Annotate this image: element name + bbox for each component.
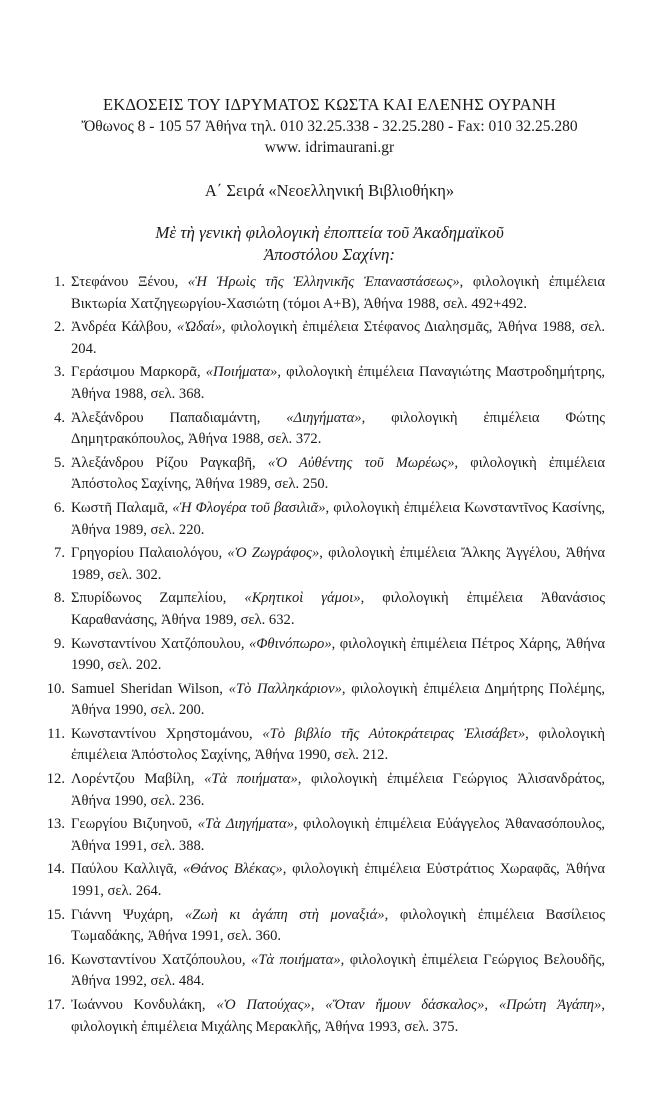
book-text [71, 679, 605, 722]
book-entry [45, 724, 605, 767]
book-title: «Διηγήματα» [286, 409, 362, 426]
catalog-page [0, 94, 659, 1118]
book-entry [45, 814, 605, 857]
book-title: «Τὰ Διηγήματα» [197, 816, 294, 833]
book-title: «Ζωὴ κι ἀγάπη στὴ μοναξιά» [184, 906, 385, 923]
book-details: , φιλολογικὴ ἐπιμέλεια Κωνσταντῖνος Κασίνης, Ἀθήνα 1989, σελ. 220. [71, 499, 605, 538]
supervision-note [0, 222, 659, 266]
book-number: 14. [46, 861, 65, 878]
book-author: Στεφάνου Ξένου, [71, 274, 188, 290]
book-author: Κωνσταντίνου Χατζόπουλου, [71, 951, 252, 968]
book-text [71, 408, 605, 451]
book-entry [45, 905, 605, 948]
book-author: Σπυρίδωνος Ζαμπελίου, [71, 590, 245, 607]
book-text [71, 814, 605, 857]
book-entry [45, 769, 605, 812]
book-entry [45, 588, 605, 631]
publisher-contact: Ὄθωνος 8 - 105 57 Ἀθήνα τηλ. 010 32.25.338 - 32.25.280 - Fax: 010 32.25.280 [81, 118, 578, 135]
book-text [71, 317, 605, 360]
book-number: 11. [47, 725, 65, 742]
book-title: «Ὁ Ζωγράφος» [227, 545, 320, 562]
book-entry [45, 679, 605, 722]
book-text [71, 634, 605, 677]
book-text [71, 498, 605, 541]
book-title: «Τὸ βιβλίο τῆς Αὐτοκράτειρας Ἐλισάβετ» [262, 725, 526, 742]
book-title: «Ἡ Φλογέρα τοῦ βασιλιᾶ» [172, 499, 326, 516]
book-number: 15. [46, 906, 65, 923]
book-author: Ἀλεξάνδρου Ρίζου Ραγκαβῆ, [71, 454, 268, 471]
book-title: «Θάνος Βλέκας» [182, 861, 283, 878]
book-author: Κωνσταντίνου Χατζόπουλου, [71, 635, 250, 652]
book-title: «Τὸ Παλληκάριον» [228, 680, 342, 697]
book-number: 13. [46, 816, 65, 833]
book-title: «Ἡ Ἡρωὶς τῆς Ἑλληνικῆς Ἐπαναστάσεως» [187, 274, 460, 290]
book-details: , φιλολογικὴ ἐπιμέλεια Ἀπόστολος Σαχίνης, Ἀθήνα 1989, σελ. 250. [71, 454, 605, 493]
book-number: 4. [54, 409, 65, 426]
book-text [71, 362, 605, 405]
book-title: «Τὰ ποιήματα» [204, 771, 298, 788]
supervision-line-2: Ἀποστόλου Σαχίνη: [263, 245, 396, 264]
book-details: , φιλολογικὴ ἐπιμέλεια Μιχάλης Μερακλῆς, Ἀθήνα 1993, σελ. 375. [71, 997, 605, 1035]
book-text [71, 769, 605, 812]
book-text [71, 588, 605, 631]
book-author: Γιάννη Ψυχάρη, [71, 906, 185, 923]
book-author: Ἀνδρέα Κάλβου, [71, 319, 177, 336]
book-number: 10. [46, 680, 65, 697]
publisher-name: ΕΚΔΟΣΕΙΣ ΤΟΥ ΙΔΡΥΜΑΤΟΣ ΚΩΣΤΑ ΚΑΙ ΕΛΕΝΗΣ ΟΥΡΑΝΗ [103, 95, 556, 114]
book-number: 16. [46, 951, 65, 968]
book-number: 8. [54, 590, 65, 607]
book-entry [45, 362, 605, 405]
book-number: 7. [54, 545, 65, 562]
book-author: Γεράσιμου Μαρκορᾶ, [71, 364, 206, 381]
book-title: «Τὰ ποιήματα» [251, 951, 341, 968]
book-number: 17. [46, 997, 65, 1013]
book-details: , φιλολογικὴ ἐπιμέλεια Γεώργιος Βελουδῆς, Ἀθήνα 1992, σελ. 484. [71, 951, 606, 990]
book-title: «Ὁ Πατούχας», «Ὅταν ἤμουν δάσκαλος», «Πρώτη Ἀγάπη» [216, 997, 602, 1013]
series-title: Α΄ Σειρά «Νεοελληνική Βιβλιοθήκη» [204, 181, 455, 200]
book-details: , φιλολογικὴ ἐπιμέλεια Εὐάγγελος Ἀθανασόπουλος, Ἀθήνα 1991, σελ. 388. [71, 816, 605, 854]
book-details: , φιλολογικὴ ἐπιμέλεια Γεώργιος Ἀλισανδράτος, Ἀθήνα 1990, σελ. 236. [71, 771, 606, 809]
book-entry [45, 995, 605, 1038]
book-author: Samuel Sheridan Wilson, [71, 680, 229, 697]
book-author: Ἀλεξάνδρου Παπαδιαμάντη, [71, 409, 287, 426]
book-number: 9. [54, 635, 65, 652]
book-details: , φιλολογικὴ ἐπιμέλεια Βασίλειος Τωμαδάκης, Ἀθήνα 1991, σελ. 360. [71, 906, 605, 945]
book-entry [45, 950, 605, 993]
book-entry [45, 453, 605, 496]
book-author: Παύλου Καλλιγᾶ, [71, 861, 183, 878]
book-author: Γεωργίου Βιζυηνοῦ, [71, 816, 198, 833]
book-text [71, 724, 605, 767]
book-number: 2. [54, 319, 65, 336]
book-author: Λορέντζου Μαβίλη, [71, 771, 205, 788]
book-details: , φιλολογικὴ ἐπιμέλεια Εὐστράτιος Χωραφᾶς, Ἀθήνα 1991, σελ. 264. [71, 861, 606, 900]
book-number: 6. [54, 499, 65, 516]
book-text [71, 950, 605, 993]
book-entry [45, 408, 605, 451]
book-details: , φιλολογικὴ ἐπιμέλεια Φώτης Δημητρακόπουλος, Ἀθήνα 1988, σελ. 372. [71, 409, 606, 448]
book-entry [45, 272, 605, 315]
book-entry [45, 543, 605, 586]
book-title: «Κρητικοὶ γάμοι» [244, 590, 361, 607]
book-text [71, 995, 605, 1038]
publisher-header [0, 94, 659, 158]
book-details: , φιλολογικὴ ἐπιμέλεια Δημήτρης Πολέμης, Ἀθήνα 1990, σελ. 200. [71, 680, 605, 719]
book-entry [45, 498, 605, 541]
book-title: «Φθινόπωρο» [249, 635, 332, 652]
book-details: , φιλολογικὴ ἐπιμέλεια Βικτωρία Χατζηγεωργίου-Χασιώτη (τόμοι Α+Β), Ἀθήνα 1988, σελ. 492+492. [71, 274, 605, 312]
book-text [71, 272, 605, 315]
book-details: , φιλολογικὴ ἐπιμέλεια Παναγιώτης Μαστροδημήτρης, Ἀθήνα 1988, σελ. 368. [71, 364, 605, 402]
book-title: «Ὁ Αὐθέντης τοῦ Μωρέως» [267, 454, 455, 471]
book-list [45, 272, 605, 1038]
book-number: 1. [54, 274, 65, 290]
book-details: , φιλολογικὴ ἐπιμέλεια Ἀπόστολος Σαχίνης, Ἀθήνα 1990, σελ. 212. [71, 725, 606, 764]
book-author: Κωνσταντίνου Χρηστομάνου, [71, 725, 263, 742]
book-text [71, 453, 605, 496]
book-entry [45, 317, 605, 360]
book-author: Γρηγορίου Παλαιολόγου, [71, 545, 228, 562]
book-entry [45, 859, 605, 902]
book-text [71, 859, 605, 902]
book-details: , φιλολογικὴ ἐπιμέλεια Ἄλκης Ἀγγέλου, Ἀθήνα 1989, σελ. 302. [71, 545, 605, 583]
book-details: , φιλολογικὴ ἐπιμέλεια Ἀθανάσιος Καραθανάσης, Ἀθήνα 1989, σελ. 632. [71, 590, 605, 628]
book-author: Κωστῆ Παλαμᾶ, [71, 499, 173, 516]
book-number: 3. [54, 364, 65, 381]
book-text [71, 905, 605, 948]
book-details: , φιλολογικὴ ἐπιμέλεια Πέτρος Χάρης, Ἀθήνα 1990, σελ. 202. [71, 635, 606, 674]
book-title: «Ὠδαί» [176, 319, 222, 336]
supervision-line-1: Μὲ τὴ γενικὴ φιλολογικὴ ἐποπτεία τοῦ Ἀκαδημαϊκοῦ [155, 223, 504, 242]
book-number: 12. [46, 771, 65, 788]
book-number: 5. [54, 454, 65, 471]
book-details: , φιλολογικὴ ἐπιμέλεια Στέφανος Διαλησμᾶς, Ἀθήνα 1988, σελ. 204. [71, 319, 606, 357]
book-entry [45, 634, 605, 677]
book-author: Ἰωάννου Κονδυλάκη, [71, 997, 217, 1013]
publisher-website: www. idrimaurani.gr [264, 139, 395, 156]
book-text [71, 543, 605, 586]
book-title: «Ποιήματα» [205, 364, 278, 381]
